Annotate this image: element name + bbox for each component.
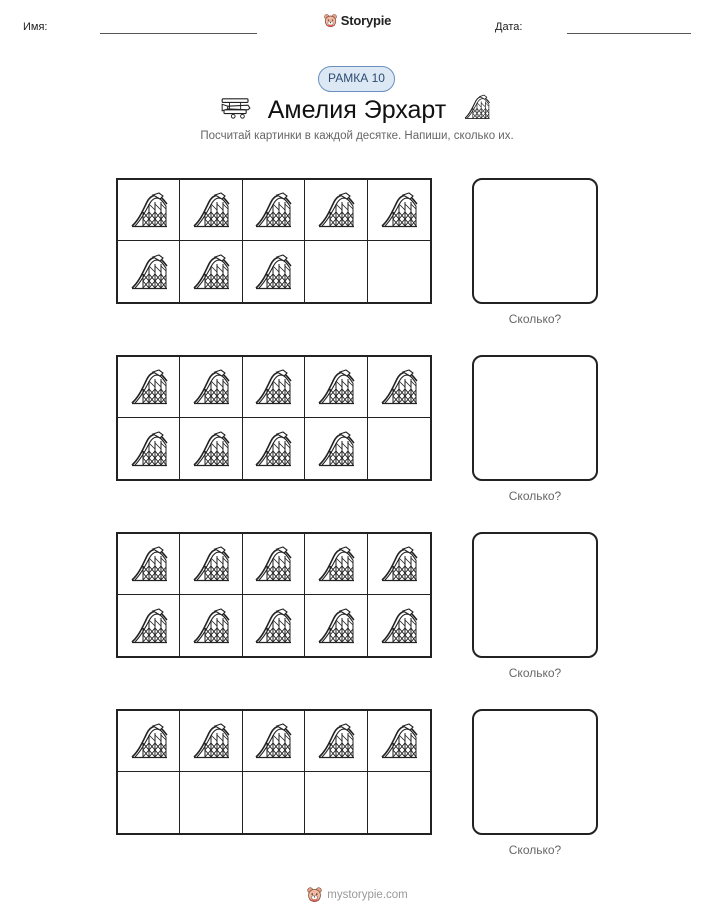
frame-cell	[368, 241, 430, 302]
frame-cell	[180, 772, 242, 833]
frame-cell	[243, 241, 305, 302]
roller-coaster-icon	[191, 192, 231, 228]
roller-coaster-icon	[316, 723, 356, 759]
roller-coaster-icon	[379, 192, 419, 228]
roller-coaster-icon	[129, 254, 169, 290]
frame-cell	[368, 180, 430, 241]
name-line[interactable]	[100, 33, 257, 34]
roller-coaster-icon	[316, 608, 356, 644]
storypie-bear-logo-icon	[306, 886, 323, 903]
frame-cell	[180, 534, 242, 595]
roller-coaster-icon	[253, 723, 293, 759]
frame-cell	[118, 418, 180, 479]
frame-cell	[368, 711, 430, 772]
frame-cell	[305, 772, 367, 833]
roller-coaster-icon	[316, 192, 356, 228]
answer-label: Сколько?	[508, 843, 562, 857]
footer	[0, 886, 714, 908]
frame-cell	[243, 711, 305, 772]
brand-name: Storypie	[340, 13, 392, 28]
frame-cell	[243, 534, 305, 595]
frame-cell	[118, 534, 180, 595]
roller-coaster-icon	[379, 369, 419, 405]
ten-frame	[116, 355, 432, 481]
frame-cell	[180, 241, 242, 302]
frame-cell	[180, 180, 242, 241]
frame-cell	[243, 772, 305, 833]
frame-cell	[180, 711, 242, 772]
roller-coaster-icon	[463, 94, 491, 120]
frame-cell	[368, 595, 430, 656]
page-title: Амелия Эрхарт	[267, 96, 447, 124]
answer-box[interactable]	[472, 532, 598, 658]
frame-cell	[118, 595, 180, 656]
frame-cell	[368, 772, 430, 833]
frame-cell	[305, 711, 367, 772]
frame-cell	[243, 180, 305, 241]
roller-coaster-icon	[379, 546, 419, 582]
roller-coaster-icon	[191, 608, 231, 644]
frame-cell	[118, 711, 180, 772]
frame-cell	[180, 357, 242, 418]
answer-label: Сколько?	[508, 312, 562, 326]
frame-cell	[305, 357, 367, 418]
roller-coaster-icon	[129, 723, 169, 759]
roller-coaster-icon	[129, 369, 169, 405]
frame-cell	[368, 534, 430, 595]
answer-box[interactable]	[472, 355, 598, 481]
roller-coaster-icon	[129, 608, 169, 644]
frame-cell	[305, 241, 367, 302]
ten-frame	[116, 178, 432, 304]
roller-coaster-icon	[253, 254, 293, 290]
roller-coaster-icon	[253, 431, 293, 467]
frame-cell	[118, 772, 180, 833]
roller-coaster-icon	[191, 431, 231, 467]
roller-coaster-icon	[316, 546, 356, 582]
frame-cell	[118, 180, 180, 241]
instruction: Посчитай картинки в каждой десятке. Напиши, сколько их.	[200, 130, 514, 142]
date-line[interactable]	[567, 33, 691, 34]
storypie-bear-logo-icon	[323, 13, 338, 28]
roller-coaster-icon	[379, 608, 419, 644]
answer-label: Сколько?	[508, 666, 562, 680]
frame-cell	[118, 241, 180, 302]
frame-cell	[368, 418, 430, 479]
frame-cell	[243, 357, 305, 418]
roller-coaster-icon	[191, 546, 231, 582]
footer-text: mystorypie.com	[327, 888, 408, 901]
roller-coaster-icon	[253, 608, 293, 644]
roller-coaster-icon	[253, 369, 293, 405]
frame-cell	[305, 418, 367, 479]
frame-cell	[180, 418, 242, 479]
roller-coaster-icon	[129, 546, 169, 582]
roller-coaster-icon	[191, 254, 231, 290]
frame-cell	[180, 595, 242, 656]
roller-coaster-icon	[191, 369, 231, 405]
frame-cell	[305, 180, 367, 241]
roller-coaster-icon	[316, 431, 356, 467]
date-label: Дата:	[495, 21, 523, 33]
roller-coaster-icon	[253, 546, 293, 582]
name-label: Имя:	[23, 21, 48, 33]
frame-cell	[305, 534, 367, 595]
frame-badge: РАМКА 10	[318, 66, 395, 92]
ten-frame	[116, 532, 432, 658]
answer-label: Сколько?	[508, 489, 562, 503]
roller-coaster-icon	[129, 192, 169, 228]
ten-frame	[116, 709, 432, 835]
roller-coaster-icon	[379, 723, 419, 759]
roller-coaster-icon	[253, 192, 293, 228]
brand	[0, 13, 714, 33]
frame-cell	[243, 418, 305, 479]
answer-box[interactable]	[472, 709, 598, 835]
frame-cell	[243, 595, 305, 656]
frame-cell	[305, 595, 367, 656]
roller-coaster-icon	[191, 723, 231, 759]
roller-coaster-icon	[129, 431, 169, 467]
answer-box[interactable]	[472, 178, 598, 304]
frame-cell	[368, 357, 430, 418]
roller-coaster-icon	[316, 369, 356, 405]
title-row	[0, 94, 714, 128]
frame-cell	[118, 357, 180, 418]
